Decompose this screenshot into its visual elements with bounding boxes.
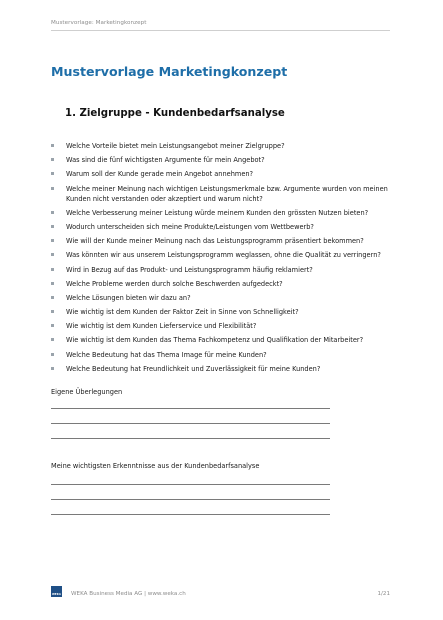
- list-item: [51, 293, 396, 303]
- bullet-icon: [51, 296, 54, 299]
- logo-text: WEKA: [51, 593, 62, 596]
- question-list: [51, 141, 396, 378]
- question-text: Welche Bedeutung hat Freundlichkeit und Zuverlässigkeit für meine Kunden?: [66, 364, 321, 373]
- page-title: Mustervorlage Marketingkonzept: [51, 64, 288, 79]
- question-text: Wie wichtig ist dem Kunden Lieferservice und Flexibilität?: [66, 322, 257, 331]
- page-number: 1/21: [377, 591, 390, 597]
- writing-line[interactable]: [51, 514, 330, 515]
- question-text: Welche Probleme werden durch solche Beschwerden aufgedeckt?: [66, 279, 283, 288]
- list-item: [51, 169, 396, 179]
- list-item: [51, 265, 396, 275]
- writing-line[interactable]: [51, 438, 330, 439]
- list-item: [51, 307, 396, 317]
- list-item: [51, 335, 396, 345]
- list-item: [51, 279, 396, 289]
- writing-line[interactable]: [51, 408, 330, 409]
- question-text: Welche Lösungen bieten wir dazu an?: [66, 293, 191, 302]
- list-item: [51, 184, 396, 204]
- bullet-icon: [51, 225, 54, 228]
- question-text: Wie will der Kunde meiner Meinung nach das Leistungsprogramm präsentiert bekommen?: [66, 237, 364, 246]
- list-item: [51, 364, 396, 374]
- bullet-icon: [51, 324, 54, 327]
- weka-logo: [51, 586, 62, 597]
- list-item: [51, 208, 396, 218]
- bullet-icon: [51, 253, 54, 256]
- bullet-icon: [51, 268, 54, 271]
- bullet-icon: [51, 158, 54, 161]
- question-text: Welche meiner Meinung nach wichtigen Leistungsmerkmale bzw. Argumente wurden von meinen Kunden nicht verstanden oder akzeptiert und warum nicht?: [66, 184, 388, 203]
- bullet-icon: [51, 310, 54, 313]
- bullet-icon: [51, 187, 54, 190]
- question-text: Welche Bedeutung hat das Thema Image für meine Kunden?: [66, 350, 267, 359]
- list-item: [51, 321, 396, 331]
- question-text: Welche Verbesserung meiner Leistung würde meinem Kunden den grössten Nutzen bieten?: [66, 208, 369, 217]
- bullet-icon: [51, 282, 54, 285]
- question-text: Was sind die fünf wichtigsten Argumente für mein Angebot?: [66, 156, 265, 165]
- footer-publisher: WEKA Business Media AG | www.weka.ch: [71, 591, 186, 597]
- bullet-icon: [51, 353, 54, 356]
- writing-line[interactable]: [51, 484, 330, 485]
- list-item: [51, 222, 396, 232]
- list-item: [51, 250, 396, 260]
- list-item: [51, 350, 396, 360]
- notes-label-own-considerations: Eigene Überlegungen: [51, 388, 123, 396]
- running-header: Mustervorlage: Marketingkonzept: [51, 20, 147, 26]
- bullet-icon: [51, 144, 54, 147]
- bullet-icon: [51, 172, 54, 175]
- question-text: Wie wichtig ist dem Kunden das Thema Fachkompetenz und Qualifikation der Mitarbeiter?: [66, 336, 364, 345]
- question-text: Wodurch unterscheiden sich meine Produkte/Leistungen vom Wettbewerb?: [66, 222, 314, 231]
- list-item: [51, 155, 396, 165]
- question-text: Was könnten wir aus unserem Leistungsprogramm weglassen, ohne die Qualität zu verringern?: [66, 251, 381, 260]
- writing-line[interactable]: [51, 499, 330, 500]
- bullet-icon: [51, 367, 54, 370]
- question-text: Welche Vorteile bietet mein Leistungsangebot meiner Zielgruppe?: [66, 142, 285, 150]
- question-text: Wird in Bezug auf das Produkt- und Leistungsprogramm häufig reklamiert?: [66, 265, 313, 274]
- question-text: Wie wichtig ist dem Kunden der Faktor Zeit in Sinne von Schnelligkeit?: [66, 308, 299, 317]
- bullet-icon: [51, 239, 54, 242]
- bullet-icon: [51, 338, 54, 341]
- writing-line[interactable]: [51, 423, 330, 424]
- question-text: Warum soll der Kunde gerade mein Angebot annehmen?: [66, 170, 254, 179]
- header-divider: [51, 30, 390, 31]
- notes-label-key-insights: Meine wichtigsten Erkenntnisse aus der Kundenbedarfsanalyse: [51, 462, 260, 470]
- list-item: [51, 236, 396, 246]
- bullet-icon: [51, 211, 54, 214]
- list-item: [51, 141, 396, 151]
- section-heading: 1. Zielgruppe - Kundenbedarfsanalyse: [65, 108, 285, 119]
